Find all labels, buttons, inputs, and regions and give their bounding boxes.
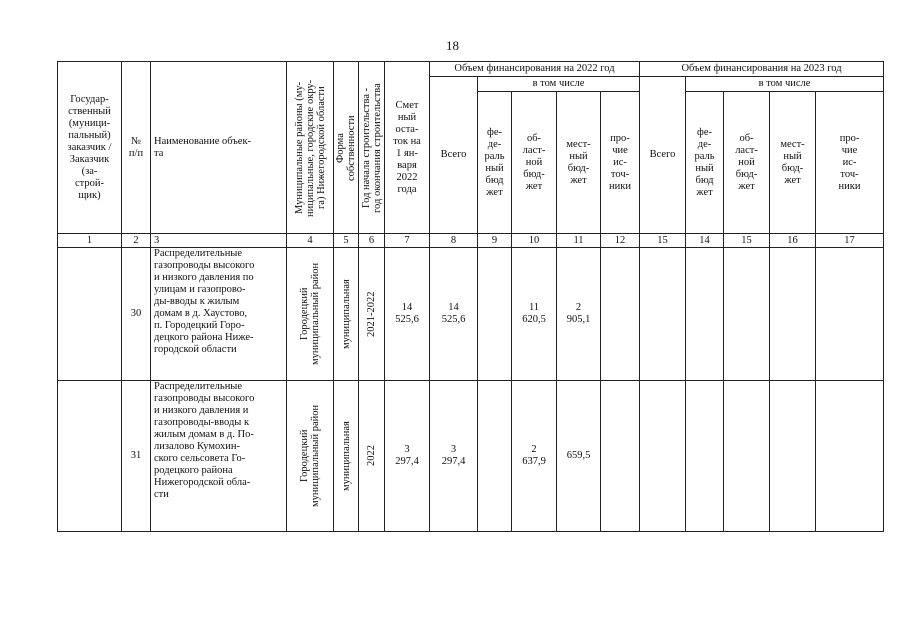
header-ownership-text: Форма собственности [335,114,357,181]
table-row [58,381,884,532]
row-num: 31 [122,381,151,532]
header-district [287,62,334,234]
col-number: 7 [385,234,430,248]
col-number: 2 [122,234,151,248]
col-number: 8 [430,234,478,248]
row-federal-2023 [686,381,724,532]
col-number: 3 [151,234,287,248]
row-years [359,381,385,532]
row-num: 30 [122,248,151,381]
header-fin-2023: Объем финансирования на 2023 год [640,62,884,77]
col-number: 11 [557,234,601,248]
row-years [359,248,385,381]
row-total-2023 [640,248,686,381]
row-local-2022: 2 905,1 [557,248,601,381]
header-total-2022: Всего [430,77,478,234]
col-number: 6 [359,234,385,248]
row-regional-2023 [724,248,770,381]
header-name: Наименование объек- та [151,62,287,234]
row-name: Распределительные газопроводы высокого и низкого давления по улицам и газопрово- ды-вводы к жилым домам в д. Хаустово, п. Городецкий Горо- децкого района Ниже- городской области [151,248,287,381]
row-regional-2022: 11 620,5 [512,248,557,381]
header-fin-2022: Объем финансирования на 2022 год [430,62,640,77]
row-years-text: 2022 [366,445,377,467]
row-ownership [334,248,359,381]
col-number: 5 [334,234,359,248]
row-other-2022 [601,248,640,381]
row-total-2022: 3 297,4 [430,381,478,532]
header-local-2023: мест- ный бюд- жет [770,92,816,234]
row-local-2022: 659,5 [557,381,601,532]
financing-table [57,61,884,532]
row-other-2023 [816,381,884,532]
col-number: 4 [287,234,334,248]
header-incl-2023: в том числе [686,77,884,92]
row-estimate: 14 525,6 [385,248,430,381]
table-row [58,248,884,381]
page-number: 18 [446,38,459,53]
row-total-2022: 14 525,6 [430,248,478,381]
row-district [287,381,334,532]
col-number: 1 [58,234,122,248]
row-ownership-text: муниципальная [340,421,352,491]
header-customer: Государ- ственный (муници- пальный) заказчик / Заказчик (за- строй- щик) [58,62,122,234]
column-numbers-row [58,234,884,248]
col-number: 12 [601,234,640,248]
header-regional-2023: об- ласт- ной бюд- жет [724,92,770,234]
row-total-2023 [640,381,686,532]
row-federal-2023 [686,248,724,381]
row-district [287,248,334,381]
header-years [359,62,385,234]
header-local-2022: мест- ный бюд- жет [557,92,601,234]
row-federal-2022 [478,381,512,532]
row-regional-2023 [724,381,770,532]
header-other-2022: про- чие ис- точ- ники [601,92,640,234]
col-number: 14 [686,234,724,248]
header-federal-2022: фе- де- раль ный бюд жет [478,92,512,234]
row-district-text: Городецкий муниципальный район [299,262,321,366]
col-number: 16 [770,234,816,248]
header-ownership [334,62,359,234]
col-number: 15 [640,234,686,248]
row-district-text: Городецкий муниципальный район [299,404,321,508]
header-years-text: Год начала строительства - год окончания строительства [360,82,383,213]
row-customer [58,381,122,532]
row-local-2023 [770,381,816,532]
row-customer [58,248,122,381]
header-regional-2022: об- ласт- ной бюд- жет [512,92,557,234]
header-total-2023: Всего [640,77,686,234]
row-ownership-text: муниципальная [340,279,352,349]
header-num: № п/п [122,62,151,234]
row-other-2023 [816,248,884,381]
row-other-2022 [601,381,640,532]
row-regional-2022: 2 637,9 [512,381,557,532]
row-years-text: 2021-2022 [366,291,377,337]
col-number: 17 [816,234,884,248]
header-incl-2022: в том числе [478,77,640,92]
row-local-2023 [770,248,816,381]
col-number: 15 [724,234,770,248]
row-estimate: 3 297,4 [385,381,430,532]
row-federal-2022 [478,248,512,381]
header-other-2023: про- чие ис- точ- ники [816,92,884,234]
header-district-text: Муниципальные районы (му- ниципальные, городские окру- га) Нижегородской области [293,78,327,217]
col-number: 10 [512,234,557,248]
row-ownership [334,381,359,532]
row-name: Распределительные газопроводы высокого и низкого давления и газопроводы-вводы к жилым домам в д. По- лизалово Кумохин- ского сельсовета Го- родецкого района Нижегородской обла- сти [151,381,287,532]
header-federal-2023: фе- де- раль ный бюд жет [686,92,724,234]
col-number: 9 [478,234,512,248]
header-estimate: Смет ный остa- ток на 1 ян- варя 2022 года [385,62,430,234]
